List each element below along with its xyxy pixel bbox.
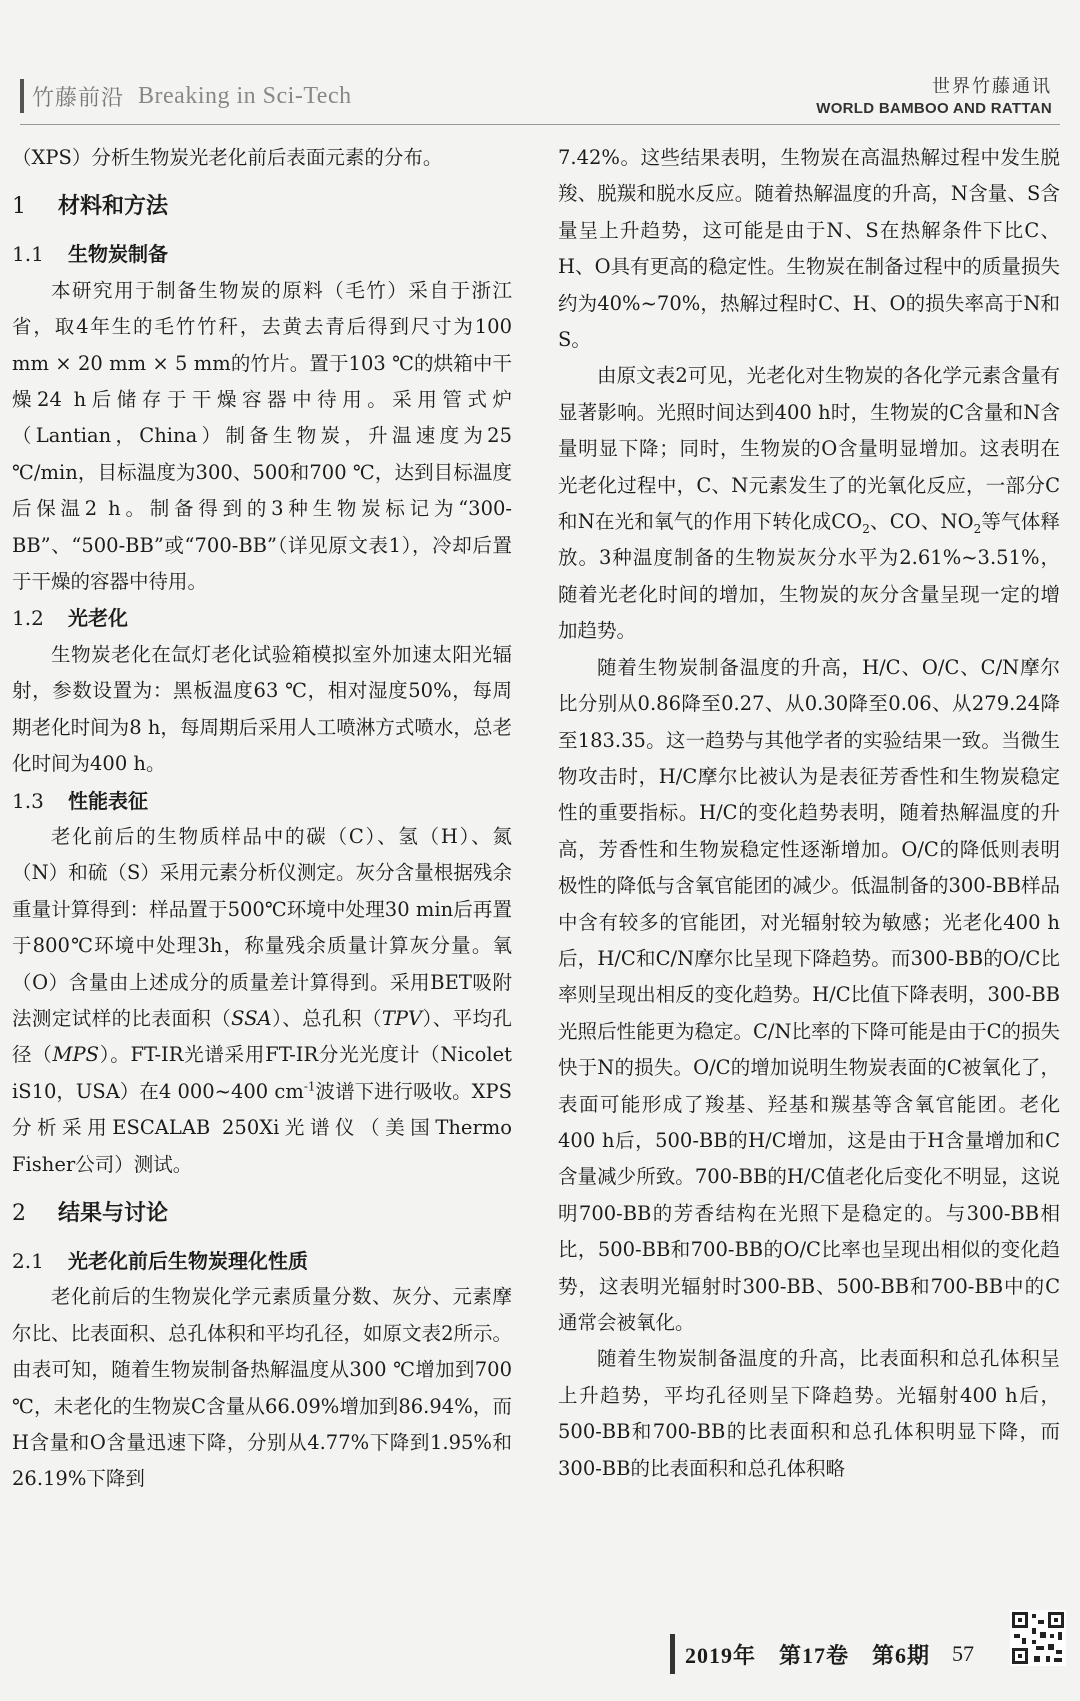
section-title: 结果与讨论 <box>58 1200 169 1226</box>
section-title: 性能表征 <box>68 788 148 813</box>
footer-bar <box>670 1634 675 1674</box>
superscript: -1 <box>303 1079 316 1094</box>
paragraph: 本研究用于制备生物炭的原料（毛竹）采自于浙江省，取4年生的毛竹竹秆，去黄去青后得到尺寸为100 mm × 20 mm × 5 mm的竹片。置于103 ℃的烘箱中干燥24 h后储存于干燥容器中待用。采用管式炉（Lantian，China）制备生物炭，升温速度为25 ℃/min，目标温度为300、500和700 ℃，达到目标温度后保温2 h。制备得到的3种生物炭标记为“300-BB”、“500-BB”或“700-BB”（详见原文表1），冷却后置于干燥的容器中待用。 <box>12 278 512 594</box>
text-run: ）。FT-IR光谱采用FT-IR分光光度计（Nicolet iS10，USA）在4 000~400 cm <box>12 1043 512 1103</box>
paragraph: 随着生物炭制备温度的升高，H/C、O/C、C/N摩尔比分别从0.86降至0.27、从0.30降至0.06、从279.24降至183.35。这一趋势与其他学者的实验结果一致。当微生物攻击时，H/C摩尔比被认为是表征芳香性和生物炭稳定性的重要指标。H/C的变化趋势表明，随着热解温度的升高，芳香性和生物炭稳定性逐渐增加。O/C的降低则表明极性的降低与含氧官能团的减少。低温制备的300-BB样品中含有较多的官能团，对光辐射较为敏感；光老化400 h后，H/C和C/N摩尔比呈现下降趋势。而300-BB的O/C比率则呈现出相反的变化趋势。H/C比值下降表明，300-BB光照后性能更为稳定。C/N比率的下降可能是由于C的损失快于N的损失。O/C的增加说明生物炭表面的C被氧化了，表面可能形成了羧基、羟基和羰基等含氧官能团。老化400 h后，500-BB的H/C增加，这是由于H含量增加和C含量减少所致。700-BB的H/C值老化后变化不明显，这说明700-BB的芳香结构在光照下是稳定的。与300-BB相比，500-BB和700-BB的O/C比率也呈现出相似的变化趋势，这表明光辐射时300-BB、500-BB和700-BB中的C通常会被氧化。 <box>558 655 1060 1334</box>
text-run: 波谱下进行吸收。XPS分析采用ESCALAB 250Xi光谱仪（美国Thermo Fisher公司）测试。 <box>12 1079 512 1176</box>
text-run: 等气体释放。3种温度制备的生物炭灰分水平为2.61%~3.51%，随着光老化时间的增加，生物炭的灰分含量呈现一定的增加趋势。 <box>558 510 1060 643</box>
subsection-heading-1-2 <box>12 600 512 636</box>
paragraph: 随着生物炭制备温度的升高，比表面积和总孔体积呈上升趋势，平均孔径则呈下降趋势。光辐射400 h后，500-BB和700-BB的比表面积和总孔体积明显下降，而300-BB的比表面积和总孔体积略 <box>558 1347 1060 1480</box>
header-rule <box>20 124 1060 125</box>
issue-info: 2019年 第17卷 第6期 <box>685 1642 931 1668</box>
section-heading-2 <box>12 1195 512 1233</box>
section-title: 生物炭制备 <box>68 242 168 267</box>
column-name-en: Breaking in Sci-Tech <box>138 82 352 109</box>
paragraph-photoaging <box>558 358 1060 649</box>
subsection-heading-1-3 <box>12 783 512 819</box>
section-number: 2 <box>12 1200 26 1226</box>
page-number: 57 <box>952 1641 975 1666</box>
section-number: 2.1 <box>12 1248 44 1273</box>
abbr-mps: MPS <box>52 1043 99 1067</box>
section-number: 1.3 <box>12 788 44 813</box>
paragraph-characterization <box>12 819 512 1183</box>
subscript: 2 <box>862 521 870 536</box>
section-number: 1 <box>12 194 26 220</box>
qr-code-icon <box>1010 1610 1066 1666</box>
section-number: 1.2 <box>12 606 44 631</box>
section-title: 光老化 <box>68 606 128 631</box>
abbr-tpv: TPV <box>381 1006 423 1030</box>
section-number: 1.1 <box>12 242 44 267</box>
text-run: ）、平均孔径（ <box>12 1006 512 1067</box>
subsection-heading-2-1 <box>12 1243 512 1279</box>
journal-title-en: WORLD BAMBOO AND RATTAN <box>816 100 1052 117</box>
paragraph: 生物炭老化在氙灯老化试验箱模拟室外加速太阳光辐射，参数设置为：黑板温度63 ℃，相对湿度50%，每周期老化时间为8 h，每周期后采用人工喷淋方式喷水，总老化时间为400 h。 <box>12 642 512 776</box>
text-run: 由原文表2可见，光老化对生物炭的各化学元素含量有显著影响。光照时间达到400 h时，生物炭的C含量和N含量明显下降；同时，生物炭的O含量明显增加。这表明在光老化过程中，C、N元素发生了的光氧化反应，一部分C和N在光和氧气的作用下转化成CO <box>558 364 1060 534</box>
text-run: 老化前后的生物质样品中的碳（C）、氢（H）、氮（N）和硫（S）采用元素分析仪测定。灰分含量根据残余重量计算得到：样品置于500℃环境中处理30 min后再置于800℃环境中处理3h，称量残余质量计算灰分量。氧（O）含量由上述成分的质量差计算得到。采用BET吸附法测定试样的比表面积（ <box>12 824 512 1030</box>
header-bar <box>20 79 24 113</box>
section-title: 材料和方法 <box>58 194 169 220</box>
paragraph: 老化前后的生物炭化学元素质量分数、灰分、元素摩尔比、比表面积、总孔体积和平均孔径，如原文表2所示。由表可知，随着生物炭制备热解温度从300 ℃增加到700 ℃，未老化的生物炭C含量从66.09%增加到86.94%，而H含量和O含量迅速下降，分别从4.77%下降到1.95%和26.19%下降到 <box>12 1285 512 1491</box>
subscript: 2 <box>973 521 982 536</box>
right-column <box>558 140 1060 1487</box>
section-heading-1 <box>12 188 512 226</box>
paragraph: 7.42%。这些结果表明，生物炭在高温热解过程中发生脱羧、脱羰和脱水反应。随着热解温度的升高，N含量、S含量呈上升趋势，这可能是由于N、S在热解条件下比C、H、O具有更高的稳定性。生物炭在制备过程中的质量损失约为40%~70%，热解过程时C、H、O的损失率高于N和S。 <box>558 146 1060 352</box>
text-run: 、CO、NO <box>869 510 974 534</box>
running-header-right <box>816 72 1052 117</box>
left-column <box>12 140 512 1498</box>
text-run: ）、总孔积（ <box>271 1006 382 1030</box>
running-header-left <box>20 78 352 114</box>
page-footer <box>670 1634 974 1674</box>
section-title: 光老化前后生物炭理化性质 <box>68 1248 308 1273</box>
subsection-heading-1-1 <box>12 236 512 272</box>
abbr-ssa: SSA <box>231 1006 272 1030</box>
paragraph: （XPS）分析生物炭光老化前后表面元素的分布。 <box>12 146 443 169</box>
journal-title-cn: 世界竹藤通讯 <box>932 76 1052 97</box>
column-name-cn: 竹藤前沿 <box>32 85 125 111</box>
